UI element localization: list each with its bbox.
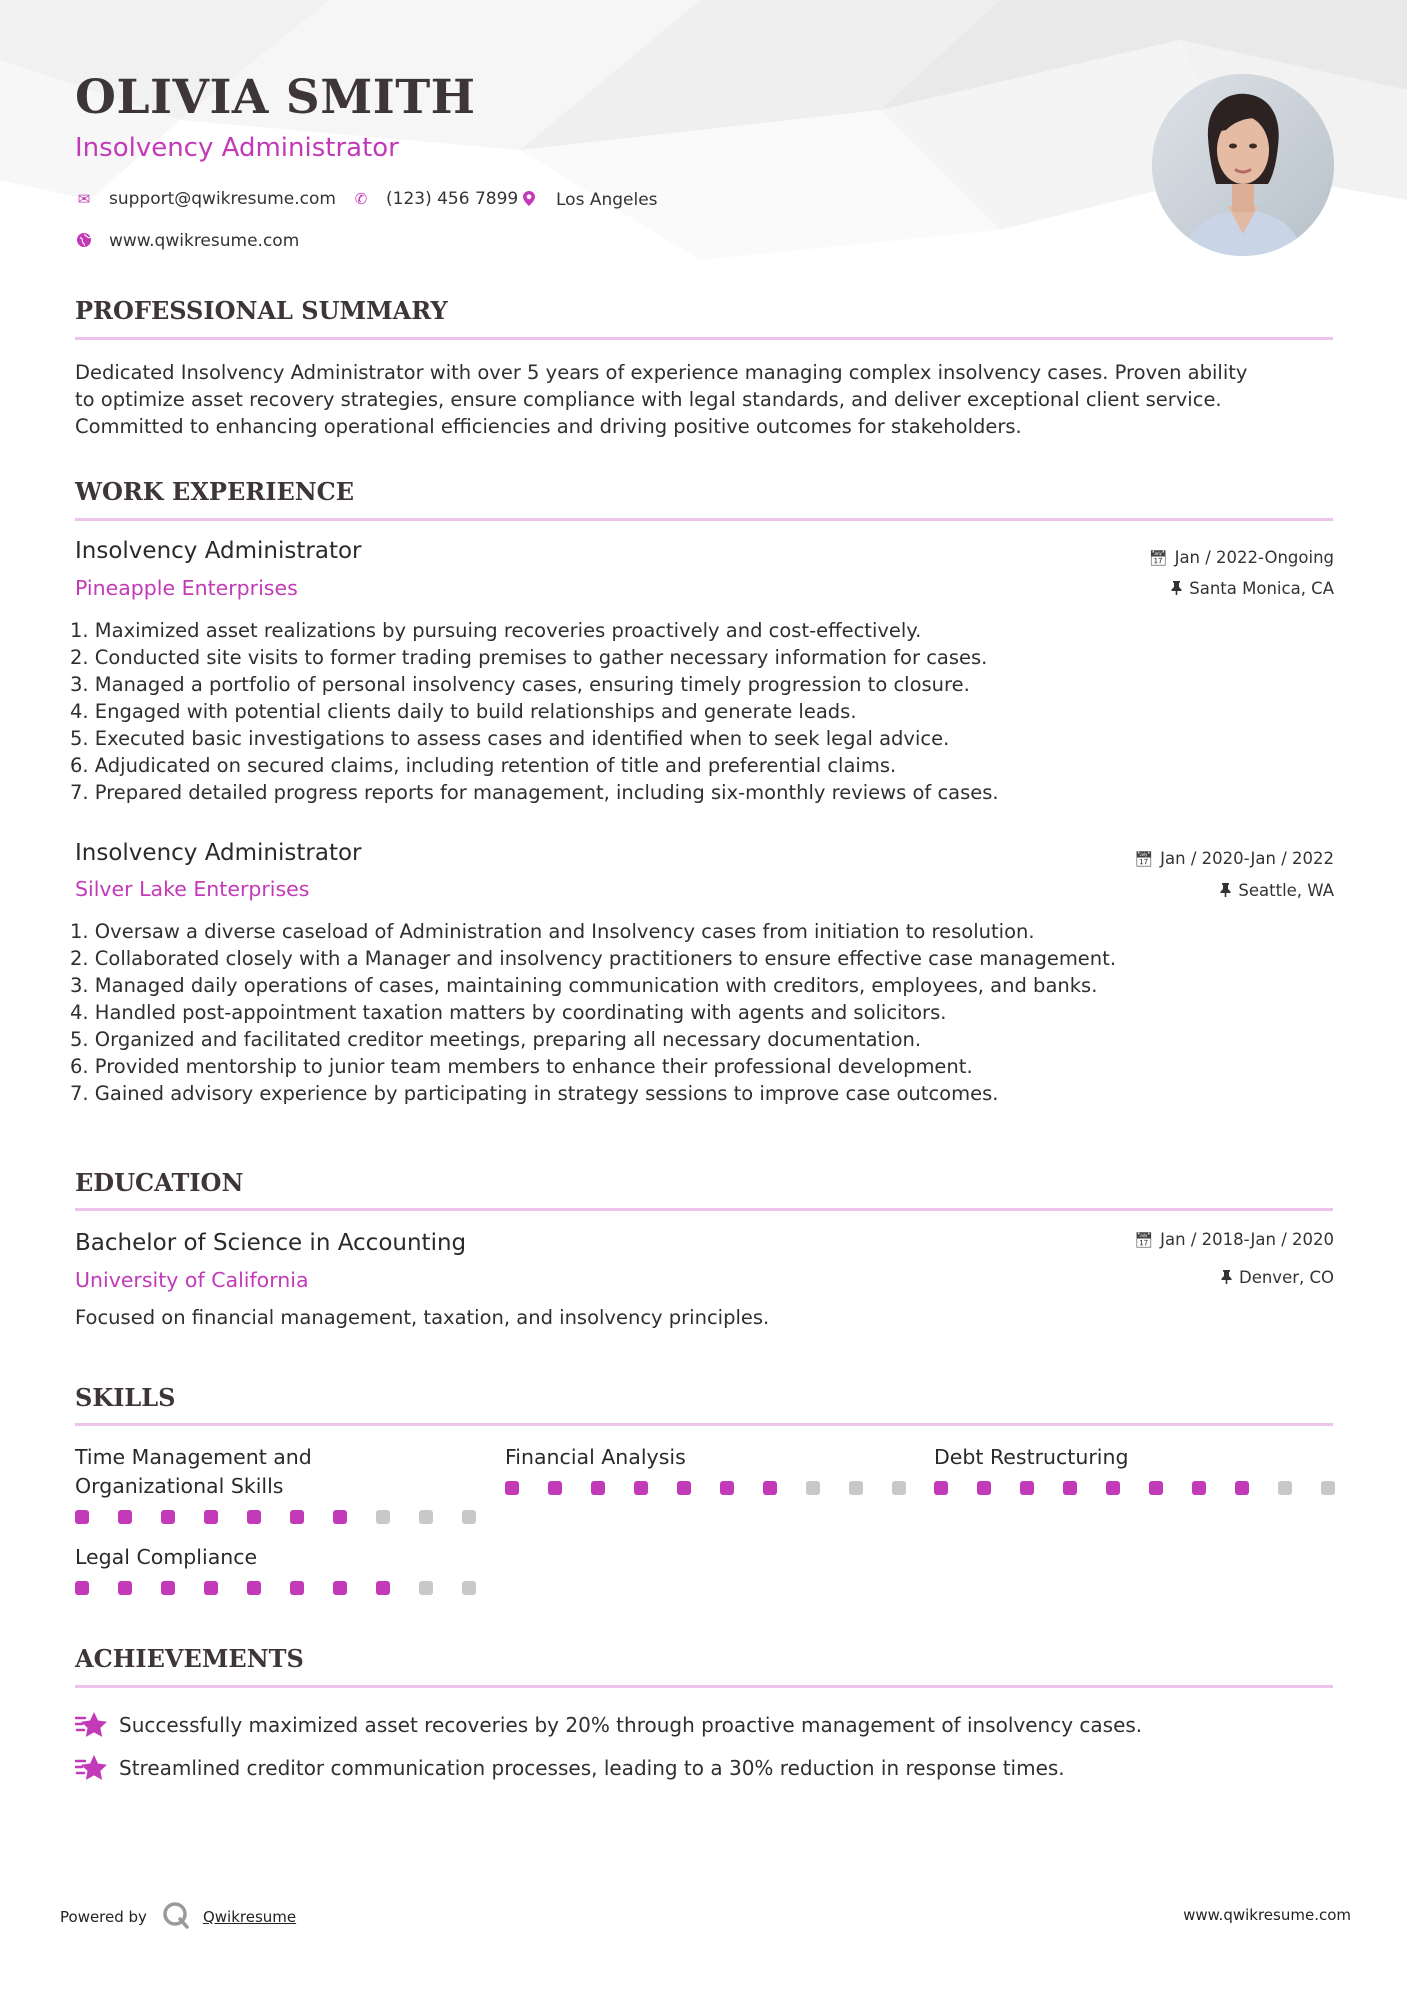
skill-item bbox=[505, 1443, 905, 1472]
skill-rating bbox=[75, 1510, 505, 1524]
qwikresume-logo-icon bbox=[161, 1900, 191, 1934]
map-pin-icon bbox=[520, 191, 538, 209]
list-item: 1. Maximized asset realizations by pursuing recoveries proactively and cost-effectively. bbox=[70, 619, 922, 642]
section-title-achievements: ACHIEVEMENTS bbox=[75, 1644, 304, 1673]
skill-dot-filled bbox=[75, 1581, 89, 1595]
skill-dot-filled bbox=[333, 1581, 347, 1595]
education-degree: Bachelor of Science in Accounting bbox=[75, 1230, 467, 1256]
contact-website[interactable] bbox=[75, 233, 299, 250]
skill-name: Organizational Skills bbox=[75, 1474, 284, 1498]
achievement-item bbox=[75, 1753, 1065, 1783]
skill-dot-filled bbox=[118, 1581, 132, 1595]
star-badge-icon bbox=[75, 1753, 109, 1783]
skill-dot-empty bbox=[806, 1481, 820, 1495]
pushpin-icon bbox=[1171, 581, 1182, 598]
list-item: 6. Provided mentorship to junior team members to enhance their professional development. bbox=[70, 1055, 973, 1078]
pushpin-icon bbox=[1221, 1270, 1232, 1287]
job-bullets bbox=[70, 918, 1340, 1107]
list-item: 6. Adjudicated on secured claims, including retention of title and preferential claims. bbox=[70, 754, 897, 777]
skill-dot-filled bbox=[290, 1581, 304, 1595]
section-title-skills: SKILLS bbox=[75, 1383, 176, 1412]
achievement-text: Successfully maximized asset recoveries by 20% through proactive management of insolvency cases. bbox=[119, 1713, 1143, 1737]
envelope-icon: ✉ bbox=[77, 190, 91, 208]
skill-dot-filled bbox=[118, 1510, 132, 1524]
summary-text bbox=[75, 359, 1337, 440]
summary-line: Dedicated Insolvency Administrator with over 5 years of experience managing complex insolvency cases. Proven ability bbox=[75, 361, 1248, 384]
list-item: 3. Managed a portfolio of personal insolvency cases, ensuring timely progression to closure. bbox=[70, 673, 970, 696]
pushpin-icon bbox=[1220, 883, 1231, 900]
education-description: Focused on financial management, taxation, and insolvency principles. bbox=[75, 1306, 770, 1329]
phone-icon: ✆ bbox=[354, 190, 368, 208]
skill-dot-filled bbox=[247, 1581, 261, 1595]
calendar-icon: 📅︎ bbox=[1134, 849, 1154, 868]
skill-dot-empty bbox=[419, 1581, 433, 1595]
skill-dot-filled bbox=[505, 1481, 519, 1495]
skill-dot-empty bbox=[419, 1510, 433, 1524]
skill-dot-filled bbox=[1106, 1481, 1120, 1495]
list-item: 4. Handled post-appointment taxation matters by coordinating with agents and solicitors. bbox=[70, 1001, 947, 1024]
section-title-education: EDUCATION bbox=[75, 1168, 244, 1197]
skill-dot-filled bbox=[247, 1510, 261, 1524]
skill-dot-empty bbox=[1321, 1481, 1335, 1495]
powered-by-text: Powered by bbox=[60, 1908, 147, 1926]
skill-dot-filled bbox=[161, 1510, 175, 1524]
skill-dot-filled bbox=[720, 1481, 734, 1495]
list-item: 5. Organized and facilitated creditor meetings, preparing all necessary documentation. bbox=[70, 1028, 922, 1051]
list-item: 4. Engaged with potential clients daily to build relationships and generate leads. bbox=[70, 700, 857, 723]
job-dates-text: Jan / 2020-Jan / 2022 bbox=[1160, 849, 1334, 868]
list-item: 3. Managed daily operations of cases, maintaining communication with creditors, employees, and banks. bbox=[70, 974, 1098, 997]
skill-name: Financial Analysis bbox=[505, 1445, 686, 1469]
job-location-text: Santa Monica, CA bbox=[1189, 579, 1334, 599]
profile-photo bbox=[1152, 74, 1334, 256]
list-item: 7. Prepared detailed progress reports for management, including six-monthly reviews of cases. bbox=[70, 781, 999, 804]
skill-dot-filled bbox=[1235, 1481, 1249, 1495]
job-dates bbox=[1149, 550, 1334, 567]
job-role: Insolvency Administrator bbox=[75, 538, 362, 564]
job-dates-text: Jan / 2022-Ongoing bbox=[1174, 548, 1334, 567]
section-divider bbox=[75, 1685, 1333, 1688]
job-dates bbox=[1134, 851, 1334, 868]
location-text: Los Angeles bbox=[556, 189, 658, 210]
skill-dot-filled bbox=[1192, 1481, 1206, 1495]
website-text: www.qwikresume.com bbox=[109, 231, 300, 251]
skill-item bbox=[75, 1543, 475, 1572]
skill-dot-filled bbox=[1063, 1481, 1077, 1495]
summary-line: to optimize asset recovery strategies, ensure compliance with legal standards, and deliver exceptional client service. bbox=[75, 388, 1222, 411]
skill-dot-filled bbox=[204, 1581, 218, 1595]
skill-rating bbox=[505, 1481, 935, 1495]
email-text: support@qwikresume.com bbox=[109, 189, 336, 209]
footer-powered-by bbox=[60, 1900, 296, 1934]
job-location bbox=[1171, 581, 1334, 598]
calendar-icon: 📅︎ bbox=[1148, 548, 1168, 567]
job-company: Pineapple Enterprises bbox=[75, 576, 298, 600]
section-divider bbox=[75, 337, 1333, 340]
skill-dot-filled bbox=[376, 1581, 390, 1595]
skill-dot-empty bbox=[849, 1481, 863, 1495]
skill-dot-empty bbox=[376, 1510, 390, 1524]
skill-name: Time Management and bbox=[75, 1445, 312, 1469]
skill-dot-filled bbox=[548, 1481, 562, 1495]
skill-dot-filled bbox=[763, 1481, 777, 1495]
education-location bbox=[1221, 1270, 1334, 1287]
skill-dot-filled bbox=[977, 1481, 991, 1495]
contact-phone[interactable] bbox=[352, 191, 518, 208]
skill-dot-filled bbox=[934, 1481, 948, 1495]
skill-dot-empty bbox=[892, 1481, 906, 1495]
job-bullets bbox=[70, 617, 1340, 806]
star-badge-icon bbox=[75, 1710, 109, 1740]
list-item: 7. Gained advisory experience by participating in strategy sessions to improve case outcomes. bbox=[70, 1082, 999, 1105]
footer-website[interactable]: www.qwikresume.com bbox=[1183, 1906, 1351, 1924]
list-item: 2. Collaborated closely with a Manager and insolvency practitioners to ensure effective case management. bbox=[70, 947, 1117, 970]
skill-dot-empty bbox=[462, 1510, 476, 1524]
skill-dot-filled bbox=[1149, 1481, 1163, 1495]
skill-dot-filled bbox=[290, 1510, 304, 1524]
job-location-text: Seattle, WA bbox=[1238, 881, 1334, 901]
education-school: University of California bbox=[75, 1268, 309, 1292]
skill-dot-filled bbox=[1020, 1481, 1034, 1495]
skill-rating bbox=[934, 1481, 1364, 1495]
skill-name: Debt Restructuring bbox=[934, 1445, 1129, 1469]
section-title-experience: WORK EXPERIENCE bbox=[75, 477, 355, 506]
candidate-name: OLIVIA SMITH bbox=[75, 70, 476, 125]
candidate-title: Insolvency Administrator bbox=[75, 133, 399, 163]
section-divider bbox=[75, 1423, 1333, 1426]
job-company: Silver Lake Enterprises bbox=[75, 877, 310, 901]
skill-dot-filled bbox=[677, 1481, 691, 1495]
brand-link[interactable]: Qwikresume bbox=[202, 1908, 297, 1926]
section-divider bbox=[75, 518, 1333, 521]
summary-line: Committed to enhancing operational efficiencies and driving positive outcomes for stakeholders. bbox=[75, 415, 1022, 438]
skill-dot-filled bbox=[333, 1510, 347, 1524]
globe-icon bbox=[75, 233, 93, 250]
contact-location bbox=[520, 191, 658, 209]
skill-dot-filled bbox=[161, 1581, 175, 1595]
skill-rating bbox=[75, 1581, 505, 1595]
skill-item bbox=[75, 1443, 475, 1501]
achievement-item bbox=[75, 1710, 1142, 1740]
section-title-summary: PROFESSIONAL SUMMARY bbox=[75, 296, 448, 325]
contact-email[interactable] bbox=[75, 191, 336, 208]
list-item: 1. Oversaw a diverse caseload of Administration and Insolvency cases from initiation to resolution. bbox=[70, 920, 1035, 943]
calendar-icon: 📅︎ bbox=[1134, 1230, 1154, 1249]
job-role: Insolvency Administrator bbox=[75, 840, 362, 866]
skill-name: Legal Compliance bbox=[75, 1545, 258, 1569]
education-dates bbox=[1134, 1232, 1334, 1249]
skill-dot-empty bbox=[462, 1581, 476, 1595]
achievement-text: Streamlined creditor communication processes, leading to a 30% reduction in response times. bbox=[119, 1756, 1065, 1780]
education-location-text: Denver, CO bbox=[1238, 1268, 1334, 1288]
skill-dot-filled bbox=[75, 1510, 89, 1524]
skill-dot-filled bbox=[591, 1481, 605, 1495]
skill-dot-filled bbox=[204, 1510, 218, 1524]
list-item: 2. Conducted site visits to former trading premises to gather necessary information for cases. bbox=[70, 646, 988, 669]
section-divider bbox=[75, 1208, 1333, 1211]
skill-dot-empty bbox=[1278, 1481, 1292, 1495]
skill-dot-filled bbox=[634, 1481, 648, 1495]
skill-item bbox=[934, 1443, 1334, 1472]
education-dates-text: Jan / 2018-Jan / 2020 bbox=[1160, 1230, 1334, 1249]
list-item: 5. Executed basic investigations to assess cases and identified when to seek legal advice. bbox=[70, 727, 950, 750]
job-location bbox=[1220, 883, 1334, 900]
phone-text: (123) 456 7899 bbox=[386, 189, 519, 209]
